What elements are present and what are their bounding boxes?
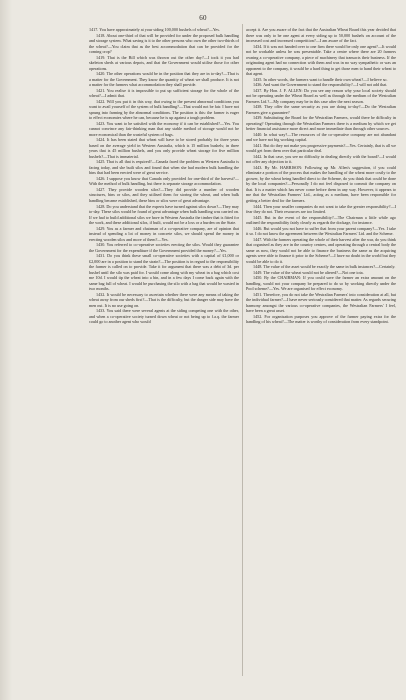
right-column <box>246 27 396 677</box>
paragraph: 1431. Do you think these small co-operative societies with a capital of £1,000 or £2,000 are in a position to stand the strain?—The position is in regard to the responsibility the farmer is called on to provide. Take it for argument that there was a debt of 3d. per bushel until the silo was paid for. I would come along with my wheat in a bag which cost me 10d. I would tip the wheat into a bin, and in a few days I come back again with the same bag full of wheat. I would be purchasing the silo with a bag that would be wasted in two months. <box>89 253 239 292</box>
paragraph: 1450. By the CHAIRMAN: If you could save the farmer an extra amount on the handling, would not your company be prepared to do so by working directly under the Pool scheme?—Yes. We are organised for effect economy. <box>246 275 396 292</box>
paragraph: 1441. But do they not make you progressive payments?—Yes. Certainly, that is all we would get from them over that particular deal. <box>246 142 396 154</box>
paragraph: accept it. Are you aware of the fact that the Australian Wheat Board this year decided that there was only to be one agent at every siding up to 50,000 bushels on account of the increased cost and increased competition?—I am aware of the fact. <box>246 27 396 44</box>
paragraph: 1452. For organisation purposes you approve of the farmer paying extra for the handling of his wheat?—The matter is worthy of consideration from every standpoint. <box>246 313 396 325</box>
paragraph: 1446. But would you not have to suffer that from your parent company?—Yes. I take it so. I do not know the agreement between the Westralian Farmers' Ltd. and the Scheme. <box>246 225 396 237</box>
paragraph: 1429. You as a farmer and chairman of a co-operative company, are of opinion that instead of spending a lot of money in concrete silos, we should spend the money in erecting wooden silos and more of them?—Yes. <box>89 225 239 242</box>
paragraph: 1437. By Hon. J. F. ALLEN: Do you see any reason why your local society should not be operating under the Wheat Board as well as through the medium of the Westralian Farmers Ltd.?—My company may be in this case after the next season. <box>246 87 396 104</box>
left-column <box>89 27 239 677</box>
paragraph: 1445. But in the event of the responsibility?—The Chairman a little while ago outlined the responsibility fairly clearly as regards the dockage, for instance. <box>246 214 396 226</box>
paragraph: 1425. That is all that is required?—Canada faced the problem as Western Australia is facing today, and she built silos and found that when she had modern bulk handling the bins that had been erected were of great service. <box>89 159 239 176</box>
paragraph: 1435. In other words, the farmers want to handle their own wheat?—I believe so. <box>253 76 388 82</box>
paragraph: 1433. You said there were several agents at the siding competing one with the other, and when a co-operative society turned down wheat or not being up to f.a.q. the farmer could go to another agent who would <box>89 308 239 325</box>
paragraph: 1423. You want to be satisfied with the economy if it can be established?—Yes. You cannot convince any fair-thinking man that any stable method of storage would not be more economical than the wasteful system of bags. <box>89 120 239 137</box>
paragraph: 1420. The other operations would be in the position that they are in to-day?—That is a matter for the Government. They know the quantity of wheat we shall produce. It is not a matter for the farmers what accommodation they shall provide. <box>89 71 239 88</box>
paragraph: 1419. That is the Bill which was thrown out the other day?—I took it you had skeleton sheds at various depots, and that the Government would utilise those for other operations. <box>89 54 239 71</box>
paragraph: 1434. If it was not handed over to one firm there would be only one agent?—It would not be workable unless he was presentable. Take a centre where there are 20 farmers owning a co-operative company, a piece of machinery that transacts their business. If the originating agent had no connection with them and was in no way sympathetic or was an opponent to the company, it would be a hard thing to get those men to hand their wheat to that agent. <box>246 43 396 77</box>
page-binding-shadow <box>0 0 12 700</box>
paragraph: 1421. You realise it is impossible to put up sufficient storage for the whole of the wheat?—I admit that. <box>89 87 239 99</box>
paragraph: 1448. The value of the asset would be exactly the same in bulk instances?—Certainly. <box>253 264 396 270</box>
paragraph: 1439. Substituting the Board for the Westralian Farmers, would there be difficulty in operating? Operating through the Westralian Farmers there is a medium by which we get better financial assistance more direct and more immediate than through other sources. <box>246 115 396 132</box>
paragraph: 1428. Do you understand that the experts have turned against silos down?—They may to-day. These silos would be found of great advantage when bulk handling was carried on. If we had to build additional silos we have in Western Australia the timber that is fitted for the work, and these additional silos, if built, would not be a loss or a burden on the State. <box>89 203 239 226</box>
paragraph: 1418. About one-third of that will be provided for under the proposed bulk handling and storage system. What saving is it to the other persons who own the other two-thirds of the wheat?—You claim that as the best accommodation that can be provided for the coming crop? <box>89 32 239 55</box>
paragraph: 1447. With the farmers operating the whole of their harvest after the war, do you think that organised as they are in the country centres, and operating through a central body the same as now, they would not be able to finance the business the same as the acquiring agents were able to finance it prior to the Scheme?—I have no doubt in the world but they would be able to do it. <box>246 236 396 264</box>
paragraph: 1422. Will you put it in this way, that owing to the present abnormal conditions you want to avail yourself of the system of bulk handling?—That would not be fair. I have not sprung into farming by the abnormal conditions. The position is this: the farmer is eager to effect economies where he can, because he is up against a tough problem. <box>89 98 239 121</box>
paragraph: 1432. It would be necessary to ascertain whether there were any means of taking the wheat away from our sheds first?—That is the difficulty, but the danger side may have the men out. It is no use going on. <box>89 291 239 308</box>
paragraph: 1442. In that case, you see no difficulty in dealing directly with the board?—I would not offer any objection to it. <box>246 153 396 165</box>
paragraph: 1444. Then your smaller companies do not want to take the greater responsibility?—I fear they do not. Their resources are too limited. <box>246 203 396 215</box>
paragraph: 1440. In what way?—The resources of the co-operative company are not abundant and we have not big working capital. <box>246 131 396 143</box>
paragraph: 1430. You referred to co-operative societies erecting the silos. Would they guarantee the Government for the expenditure if the Government provided the money?—Yes. <box>89 242 239 253</box>
paragraph: 1417. You have approximately at your siding 100,000 bushels of wheat?—Yes. <box>89 27 220 32</box>
paragraph: 1449. The value of the wheat would not be altered?—Not one iota. <box>253 269 364 275</box>
paragraph: 1427. They provide wooden silos?—They did provide a number of wooden structures, bins or silos, and they utilised them for storing the wheat, and when bulk handling became established, these bins or silos were of great advantage. <box>89 186 239 203</box>
column-divider <box>242 24 243 676</box>
page-number: 60 <box>199 14 207 22</box>
paragraph: 1438. They offer the same security as you are doing to-day?—Do the Westralian Farmers give a guarantee? <box>246 104 396 115</box>
paragraph: 1436. And want the Government to stand the responsibility?—I will not add that. <box>253 82 388 88</box>
paragraph: 1426. I suppose you know that Canada only provided for one-third of the harvest?—With the method of bulk handling, but there is separate storage accommodation. <box>89 175 239 187</box>
paragraph: 1451. Therefore, you do not take the Westralian Farmers' into consideration at all, but the individual farmer?—I have never seriously considered that matter. As regards securing harmony amongst the various co-operative companies, the Westralian Farmers' I feel, have been a great asset. <box>246 291 396 314</box>
paragraph: 1424. It has been stated that wheat will have to be stored probably for three years based on the average yield in Western Australia, which is 15 million bushels; in three years that is 45 million bushels, and you only provide wheat storage for five million bushels?—That is immaterial. <box>89 137 239 159</box>
paragraph: 1443. By Mr. HARRISON: Following up Mr. Allen's suggestion, if you could eliminate a portion of the process that makes the handling of the wheat more costly to the grower, by the wheat being handled direct to the Scheme, do you think that could be done by the local companies?—Personally I do not feel disposed to commit the company on that. It is a matter which has never come before them in any way. However, it appears to me that the Westralian Farmers' Ltd., acting as a medium, have been responsible for getting a better deal for the farmers. <box>246 164 396 203</box>
